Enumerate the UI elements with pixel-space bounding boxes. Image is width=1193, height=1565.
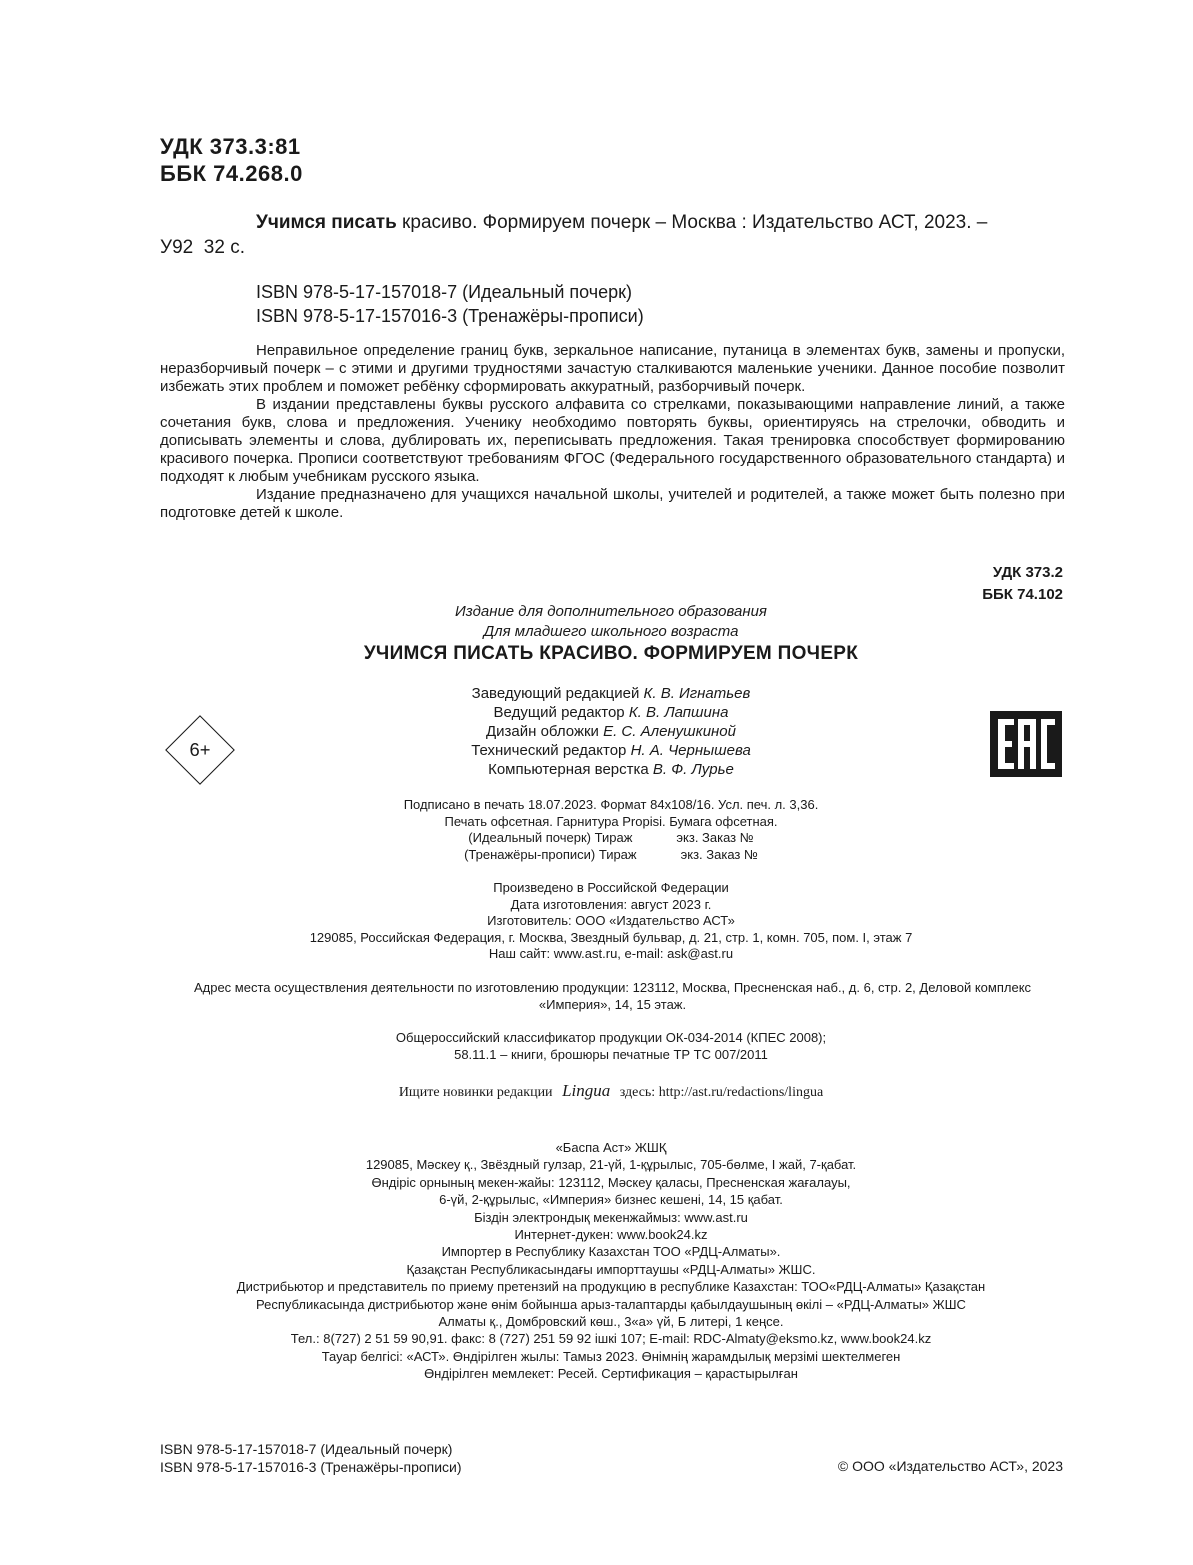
production-line: Наш сайт: www.ast.ru, e-mail: ask@ast.ru <box>488 946 734 962</box>
staff-line: Дизайн обложки Е. С. Аленушкиной <box>486 723 736 740</box>
kz-line: Тел.: 8(727) 2 51 59 90,91. факс: 8 (727) 251 59 92 ішкі 107; E-mail: RDC-Almaty@eksmo.kz, www.book24.kz <box>290 1331 932 1347</box>
lingua-before: Ищите новинки редакции <box>398 1085 553 1100</box>
print-line: Подписано в печать 18.07.2023. Формат 84x108/16. Усл. печ. л. 3,36. <box>403 797 819 812</box>
kz-line: Өндіріс орнының мекен-жайы: 123112, Мәскеу қаласы, Пресненская жағалауы, <box>371 1174 851 1190</box>
copyright: © ООО «Издательство АСТ», 2023 <box>837 1458 1063 1474</box>
kz-line: Интернет-дукен: www.book24.kz <box>514 1227 708 1243</box>
bbk-code-right: ББК 74.102 <box>982 586 1063 603</box>
production-line: Дата изготовления: август 2023 г. <box>510 896 712 912</box>
staff-line: Компьютерная верстка В. Ф. Лурье <box>488 761 734 778</box>
bbk-code: ББК 74.268.0 <box>160 161 303 186</box>
annotation-paragraph: Издание предназначено для учащихся начальной школы, учителей и родителей, а также может быть полезно при подготовке детей к школе. <box>160 486 1065 521</box>
lingua-logo: Lingua <box>562 1081 611 1100</box>
print-line: Печать офсетная. Гарнитура Propisi. Бумага офсетная. <box>444 813 778 829</box>
page-count: 32 с. <box>203 237 245 258</box>
activity-address: Адрес места осуществления деятельности по изготовлению продукции: 123112, Москва, Пресненская наб., д. 6, стр. 2, Деловой комплекс «Империя», 14, 15 этаж. <box>193 980 1032 1012</box>
annotation-paragraph: В издании представлены буквы русского алфавита со стрелками, показывающими направление линий, а также сочетания букв, слова и предложения. Ученику необходимо повторять буквы, ориентируясь на стрелочки, обводить и дописывать элементы и слова, дублировать их, переписывать предложения. Такая тренировка способствует формированию красивого почерка. Прописи соответствуют требованиям ФГОС (Федерального государственного образовательного стандарта) и подходят к любым учебникам русского языка. <box>160 396 1065 485</box>
udk-code-right: УДК 373.2 <box>992 564 1063 581</box>
kazakhstan-info <box>0 1139 1193 1383</box>
production-line: 129085, Российская Федерация, г. Москва, Звездный бульвар, д. 21, стр. 1, комн. 705, пом. I, этаж 7 <box>309 929 913 945</box>
age-group: Для младшего школьного возраста <box>483 623 739 640</box>
isbn-list-top <box>256 280 644 328</box>
eac-mark-icon <box>990 711 1062 777</box>
kz-line: Біздін электрондық мекенжаймыз: www.ast.ru <box>474 1209 748 1225</box>
author-mark: У92 <box>160 237 194 258</box>
book-title: УЧИМСЯ ПИСАТЬ КРАСИВО. ФОРМИРУЕМ ПОЧЕРК <box>363 643 859 664</box>
udk-block-top <box>160 133 303 187</box>
staff-line: Технический редактор Н. А. Чернышева <box>471 742 751 759</box>
edition-type: Издание для дополнительного образования <box>455 603 767 620</box>
production-info <box>0 880 1193 963</box>
edition-subtitle <box>0 602 1193 642</box>
print-line: (Тренажёры-прописи) Тираж экз. Заказ № <box>464 846 758 862</box>
classifier-line: Общероссийский классификатор продукции ОК-034-2014 (КПЕС 2008); <box>395 1030 827 1045</box>
bibliographic-record <box>160 210 1065 260</box>
staff-line: Ведущий редактор К. В. Лапшина <box>493 704 729 721</box>
isbn-line: ISBN 978-5-17-157018-7 (Идеальный почерк) <box>256 282 633 302</box>
production-line: Произведено в Российской Федерации <box>493 880 729 895</box>
kz-line: «Баспа Аст» ЖШҚ <box>555 1140 667 1155</box>
udk-block-right <box>982 562 1063 606</box>
udk-code: УДК 373.3:81 <box>160 134 301 159</box>
kz-line: Импортер в Республику Казахстан ТОО «РДЦ-Алматы». <box>441 1244 781 1260</box>
kz-line: Өндірілген мемлекет: Ресей. Сертификация – қарастырылған <box>424 1366 798 1382</box>
isbn-list-bottom <box>160 1440 462 1476</box>
kz-line: Тауар белгісі: «АСТ». Өндірілген жылы: Тамыз 2023. Өнімнің жарамдылық мерзімі шектелмеген <box>321 1348 901 1364</box>
staff-line: Заведующий редакцией К. В. Игнатьев <box>471 685 751 702</box>
kz-line: 129085, Мәскеу қ., Звёздный гулзар, 21-үй, 1-құрылыс, 705-бөлме, I жай, 7-қабат. <box>365 1157 857 1173</box>
kz-line: 6-үй, 2-құрылыс, «Империя» бизнес кешені, 14, 15 қабат. <box>439 1192 783 1208</box>
kz-line: Республикасында дистрибьютор және өнім бойынша арыз-талаптарды қабылдаушының өкілі – «РДЦ-Алматы» ЖШС <box>256 1296 966 1312</box>
isbn-line: ISBN 978-5-17-157018-7 (Идеальный почерк) <box>160 1441 453 1457</box>
print-line: (Идеальный почерк) Тираж экз. Заказ № <box>468 830 754 846</box>
book-title-bold: Учимся писать <box>256 212 397 233</box>
age-rating-icon <box>165 715 235 785</box>
production-line: Изготовитель: ООО «Издательство АСТ» <box>487 913 735 929</box>
kz-line: Дистрибьютор и представитель по приему претензий на продукцию в республике Казахстан: ТОО«РДЦ-Алматы» Қазақстан <box>236 1279 986 1295</box>
lingua-link: здесь: http://ast.ru/redactions/lingua <box>619 1085 824 1100</box>
isbn-line: ISBN 978-5-17-157016-3 (Тренажёры-прописи) <box>160 1459 462 1475</box>
print-details <box>0 797 1193 863</box>
biblio-rest: красиво. Формируем почерк – Москва : Издательство АСТ, 2023. – <box>396 212 988 233</box>
lingua-line <box>0 1081 1193 1101</box>
annotation <box>160 342 1065 522</box>
age-rating-label: 6+ <box>189 739 211 761</box>
kz-line: Қазақстан Республикасындағы импорттаушы «РДЦ-Алматы» ЖШС. <box>406 1261 816 1277</box>
classifier-info <box>0 1030 1193 1063</box>
annotation-paragraph: Неправильное определение границ букв, зеркальное написание, путаница в элементах букв, замены и пропуски, неразборчивый почерк – с этими и другими трудностями зачастую сталкиваются маленькие ученики. Данное пособие позволит избежать этих проблем и поможет ребёнку сформировать аккуратный, разборчивый почерк. <box>160 342 1065 395</box>
isbn-line: ISBN 978-5-17-157016-3 (Тренажёры-прописи) <box>256 306 644 326</box>
classifier-line: 58.11.1 – книги, брошюры печатные ТР ТС 007/2011 <box>454 1046 768 1062</box>
kz-line: Алматы қ., Домбровский көш., 3«а» үй, Б литерi, 1 кеңсе. <box>438 1314 784 1330</box>
